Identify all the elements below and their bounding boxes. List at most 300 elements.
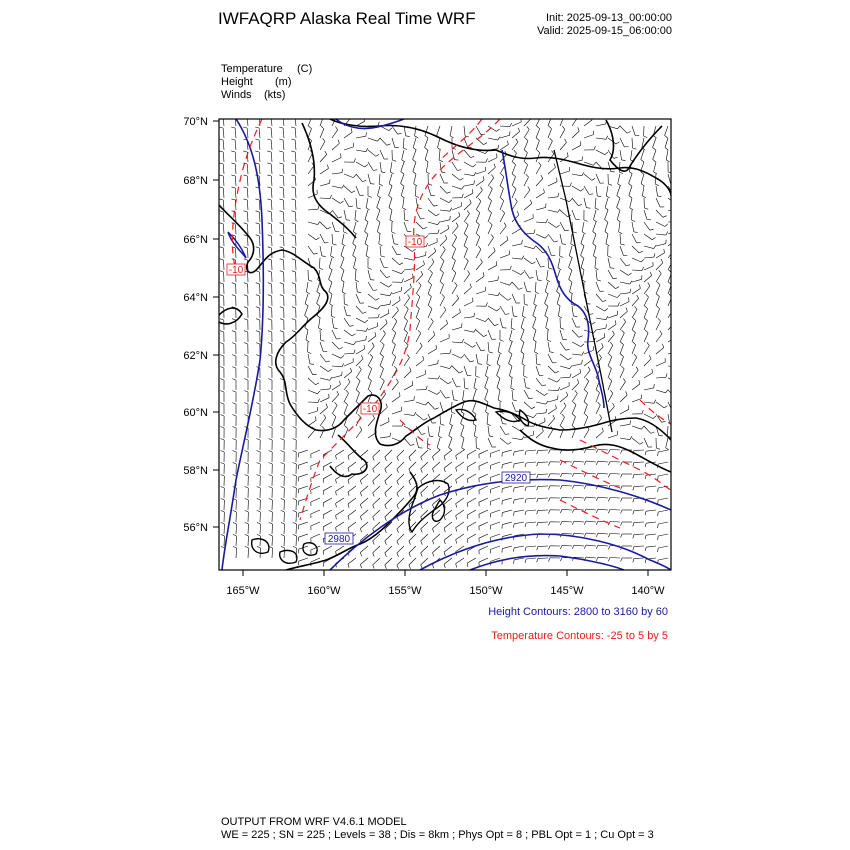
wind-barb-flag (363, 312, 367, 314)
wind-barb (524, 258, 532, 264)
wind-barb-flag (630, 281, 632, 284)
wind-barb (296, 524, 297, 534)
wind-barb (610, 510, 620, 511)
wind-barb-flag (544, 393, 547, 395)
wind-barb-flag (537, 450, 538, 454)
wind-barb (440, 353, 450, 354)
wind-barb-flag (280, 319, 284, 320)
wind-barb-flag (255, 163, 259, 164)
wind-barb-flag (572, 461, 574, 465)
wind-barb-flag (530, 277, 534, 278)
wind-barb-flag (414, 412, 416, 415)
wind-barb-flag (542, 385, 546, 386)
wind-barb (320, 366, 328, 372)
wind-barb (392, 270, 401, 274)
wind-barb (524, 119, 531, 126)
wind-barb (332, 405, 337, 414)
wind-barb (311, 534, 320, 538)
wind-barb (497, 366, 500, 375)
svg-text:2920: 2920 (504, 473, 528, 484)
wind-barb-flag (570, 366, 572, 369)
wind-barb (404, 258, 414, 260)
wind-barb-flag (444, 516, 445, 520)
wind-barb (452, 226, 458, 234)
wind-barb-flag (481, 187, 483, 191)
wind-barb (548, 399, 558, 402)
wind-barb-flag (513, 524, 514, 528)
wind-barb-flag (444, 552, 445, 556)
wind-barb-flag (349, 115, 351, 119)
wind-barb (414, 174, 416, 184)
wind-barb-flag (344, 304, 348, 305)
wind-barb (348, 498, 356, 504)
wind-barb-flag (608, 256, 612, 258)
wind-barb-flag (481, 134, 485, 135)
wind-barb-flag (335, 127, 337, 130)
wind-barb-flag (256, 343, 260, 344)
wind-barb (464, 302, 473, 306)
wind-barb-flag (596, 497, 598, 501)
wind-barb-flag (513, 512, 514, 516)
wind-barb-flag (330, 195, 332, 199)
wind-barb-flag (385, 529, 387, 533)
wind-barb-flag (510, 266, 511, 270)
wind-barb-flag (425, 160, 428, 162)
wind-barb (397, 498, 404, 505)
wind-barb-flag (359, 366, 361, 369)
wind-barb (392, 126, 398, 134)
wind-barb (464, 214, 470, 222)
wind-barb (667, 426, 668, 436)
wind-barb-flag (524, 304, 528, 305)
wind-barb (360, 546, 368, 553)
wind-barb (416, 374, 425, 378)
wind-barb-flag (433, 541, 434, 545)
wind-barb (341, 258, 344, 267)
wind-barb (536, 366, 539, 375)
wind-barb-flag (231, 127, 235, 128)
wind-barb-flag (606, 324, 607, 328)
wind-barb-flag (584, 521, 586, 525)
wind-barb (428, 242, 437, 246)
wind-barb (500, 213, 505, 222)
wind-barb (311, 510, 320, 514)
wind-barb-flag (373, 565, 375, 569)
wind-barb (284, 248, 285, 258)
wind-barb-flag (292, 259, 296, 260)
wind-barb (617, 198, 620, 207)
wind-barb (488, 330, 492, 339)
wind-barb-flag (525, 162, 528, 165)
wind-barb-flag (575, 114, 577, 117)
wind-barb (656, 274, 661, 283)
wind-barb-flag (433, 553, 434, 557)
wind-barb-flag (267, 127, 271, 128)
wind-barb (548, 409, 556, 415)
wind-barb (373, 546, 380, 553)
wind-barb-flag (444, 540, 445, 544)
wind-barb-flag (450, 424, 453, 426)
wind-barb (668, 240, 676, 246)
wind-barb (598, 497, 608, 498)
wind-barb-flag (280, 223, 284, 224)
wind-barb-flag (322, 256, 326, 257)
wind-barb (467, 474, 476, 479)
wind-barb-flag (221, 498, 225, 500)
wind-barb (308, 430, 315, 438)
wind-barb-flag (640, 442, 643, 444)
wind-barb-flag (353, 255, 356, 258)
wind-barb-flag (666, 374, 667, 378)
wind-barb-flag (564, 403, 566, 406)
wind-barb (348, 522, 356, 528)
wind-barb-flag (323, 491, 324, 495)
wind-barb (223, 212, 224, 222)
wind-barb (608, 294, 617, 298)
wind-barb-flag (602, 343, 604, 347)
wind-barb-flag (293, 451, 297, 453)
wind-barb (409, 486, 416, 493)
wind-barb-flag (292, 199, 296, 200)
wind-barb-flag (293, 510, 297, 512)
wind-barb (320, 222, 327, 229)
wind-barb (259, 164, 260, 174)
wind-barb (247, 116, 248, 126)
wind-barb (656, 186, 658, 196)
wind-barb-flag (635, 306, 638, 309)
wind-barb (526, 558, 536, 559)
wind-barb-flag (305, 315, 308, 318)
wind-barb-flag (545, 235, 548, 238)
wind-barb-flag (612, 331, 614, 335)
wind-barb (403, 138, 404, 148)
wind-barb-flag (653, 416, 656, 419)
wind-barb (437, 126, 440, 135)
wind-barb-flag (453, 246, 456, 249)
wind-barb-flag (326, 361, 330, 362)
wind-barb (368, 327, 377, 331)
wind-barb (452, 342, 462, 343)
wind-barb (392, 411, 402, 414)
wind-barb (380, 381, 384, 390)
wind-barb (402, 150, 404, 160)
wind-barb-flag (342, 363, 344, 367)
wind-barb (397, 522, 404, 529)
wind-barb-flag (425, 136, 428, 139)
wind-barb-flag (351, 128, 352, 132)
wind-barb-flag (357, 292, 361, 293)
wind-barb-flag (655, 184, 659, 186)
wind-barb (620, 302, 629, 306)
wind-barb-flag (437, 392, 440, 395)
wind-barb-flag (417, 294, 420, 297)
wind-barb-flag (608, 462, 610, 466)
wind-barb-flag (645, 547, 646, 551)
wind-barb (385, 510, 392, 517)
wind-barb-flag (220, 283, 224, 284)
wind-barb (479, 558, 488, 562)
wind-barb (560, 366, 570, 369)
wind-barb-flag (333, 414, 336, 417)
wind-barb-flag (654, 172, 657, 174)
wind-barb (440, 338, 449, 342)
wind-barb-flag (389, 184, 392, 186)
wind-barb (356, 306, 363, 313)
wind-barb-flag (535, 352, 539, 354)
wind-barb (332, 173, 342, 174)
wind-barb-flag (220, 247, 224, 248)
wind-barb-flag (335, 402, 338, 405)
wind-barb (512, 306, 513, 316)
wind-barb (593, 246, 596, 256)
wind-barb-flag (220, 271, 224, 272)
wind-barb (464, 174, 474, 176)
wind-barb-flag (589, 314, 593, 315)
wind-barb (450, 126, 452, 136)
wind-barb (526, 450, 536, 451)
wind-barb (653, 150, 656, 159)
wind-barb-flag (220, 415, 224, 417)
wind-barb (668, 351, 678, 354)
wind-barb-flag (220, 307, 224, 308)
wind-barb (488, 438, 492, 447)
wind-barb (299, 558, 309, 561)
wind-barb-flag (525, 499, 526, 503)
wind-barb-flag (365, 320, 368, 323)
wind-barb (644, 246, 654, 249)
wind-barb-flag (621, 558, 622, 562)
wind-barb-flag (416, 306, 419, 309)
wind-barb (428, 210, 436, 216)
wind-barb-flag (572, 521, 574, 525)
wind-barb-flag (334, 328, 338, 329)
wind-barb-flag (485, 399, 488, 402)
wind-barb (548, 197, 558, 198)
wind-barb-flag (292, 319, 296, 320)
wind-barb-flag (348, 516, 349, 520)
wind-barb-flag (485, 376, 488, 378)
yukon-river (502, 150, 604, 408)
wind-barb-flag (421, 505, 423, 509)
wind-barb-flag (449, 436, 452, 439)
wind-barb (620, 246, 623, 255)
wind-barb (456, 510, 464, 516)
wind-barb-flag (438, 222, 440, 225)
wind-barb (500, 189, 503, 198)
wind-barb (562, 533, 572, 534)
wind-barb (440, 390, 446, 398)
wind-barb-flag (366, 256, 369, 258)
wind-barb (574, 497, 584, 498)
wind-barb-flag (269, 451, 273, 453)
wind-barb-flag (268, 343, 272, 344)
wind-barb-flag (378, 196, 381, 198)
wind-barb (569, 270, 572, 279)
wind-barb-flag (673, 319, 675, 323)
wind-barb (320, 418, 326, 426)
wind-barb (488, 189, 492, 198)
wind-barb (632, 333, 635, 342)
wind-barb-flag (392, 232, 396, 234)
wind-barb (511, 378, 512, 388)
wind-barb (271, 188, 272, 198)
wind-barb (485, 390, 488, 399)
wind-barb (319, 258, 320, 268)
wind-barb-flag (582, 232, 585, 234)
wind-barb (610, 498, 620, 499)
wind-barb-flag (560, 509, 562, 513)
wind-barb-flag (267, 175, 271, 176)
wind-barb (392, 382, 398, 390)
wind-barb-flag (599, 354, 601, 357)
wind-barb-flag (245, 451, 249, 453)
wind-barb-flag (292, 427, 296, 429)
wind-barb (416, 297, 420, 306)
wind-barb (295, 116, 296, 126)
wind-barb-flag (633, 547, 634, 551)
wind-barb (385, 498, 392, 505)
wind-barb-flag (405, 220, 409, 221)
wind-barb-flag (268, 235, 272, 236)
wind-barb-flag (281, 522, 285, 524)
wind-barb (620, 424, 630, 426)
wind-barb-flag (397, 541, 399, 545)
wind-barb (476, 201, 481, 210)
wind-barb-flag (610, 390, 613, 393)
wind-barb (574, 545, 584, 546)
wind-barb (620, 357, 624, 366)
wind-barb-flag (632, 220, 636, 222)
wind-barb-flag (331, 256, 335, 258)
wind-barb (464, 162, 473, 167)
wind-barb-flag (221, 546, 225, 548)
wind-barb (320, 234, 325, 243)
wind-barb-flag (413, 172, 416, 175)
wind-barb (452, 206, 461, 210)
wind-barb (356, 349, 365, 354)
wind-barb (514, 510, 524, 512)
wind-barb-flag (456, 540, 457, 544)
wind-barb-flag (554, 241, 558, 242)
lat-label: 62°N (183, 350, 208, 362)
wind-barb-flag (586, 378, 589, 381)
wind-barb-flag (547, 280, 550, 282)
wind-barb-flag (441, 172, 445, 173)
lat-label: 56°N (183, 522, 208, 534)
wind-barb (608, 315, 618, 318)
wind-barb (323, 546, 332, 551)
wind-barb (380, 270, 386, 278)
wind-barb (342, 282, 344, 292)
wind-barb-flag (397, 481, 399, 485)
wind-barb (259, 152, 260, 162)
wind-barb-flag (659, 270, 661, 273)
wind-barb-flag (456, 564, 457, 568)
wind-barb-flag (472, 189, 473, 193)
wind-barb (283, 176, 284, 186)
wind-barb (572, 364, 582, 366)
wind-barb (380, 138, 387, 145)
wind-barb (524, 190, 530, 198)
wind-barb-flag (525, 138, 528, 141)
wind-barb-flag (477, 234, 480, 237)
wind-barb (409, 558, 416, 565)
wind-barb (428, 390, 437, 395)
wind-barb (560, 377, 570, 378)
wind-barb-flag (377, 207, 380, 210)
wind-barb (247, 212, 248, 222)
wind-barb (526, 486, 536, 487)
wind-barb-flag (487, 364, 491, 366)
wind-barb (295, 140, 296, 150)
wind-barb-flag (256, 211, 260, 212)
wind-barb (620, 138, 624, 147)
wind-barb (373, 510, 380, 517)
wind-barb-flag (553, 415, 555, 419)
wind-barb-flag (279, 163, 283, 164)
wind-barb (428, 378, 438, 379)
wind-barb (308, 222, 318, 225)
wind-barb-flag (381, 172, 385, 173)
wind-barb (332, 222, 335, 231)
wind-barb-flag (221, 439, 225, 441)
wind-barb-flag (481, 350, 485, 351)
wind-barb-flag (268, 283, 272, 284)
wind-barb (283, 188, 284, 198)
wind-barb-flag (513, 560, 514, 564)
wind-barb (428, 322, 433, 331)
wind-barb (356, 198, 357, 208)
wind-barb-flag (657, 306, 660, 309)
wind-barb-flag (678, 218, 679, 222)
wind-barb-flag (575, 390, 578, 393)
wind-barb-flag (415, 196, 419, 198)
wind-barb (283, 128, 284, 138)
wind-barb (320, 129, 324, 138)
wind-barb (524, 270, 530, 278)
wind-barb (380, 304, 390, 306)
wind-barb-flag (409, 565, 411, 569)
wind-barb (512, 229, 521, 234)
wind-barb (596, 174, 600, 183)
wind-barb (632, 270, 642, 271)
wind-barb-flag (279, 115, 283, 116)
wind-barb-flag (269, 475, 273, 477)
wind-barb-flag (497, 364, 500, 367)
wind-barb-flag (610, 342, 613, 345)
wind-barb (299, 522, 309, 525)
wind-barb (569, 246, 572, 256)
wind-barb (368, 294, 376, 300)
wind-barb (548, 141, 552, 150)
wind-barb-flag (233, 463, 237, 465)
wind-barb-flag (529, 115, 531, 119)
wind-barb-flag (365, 220, 368, 223)
wind-barb-flag (639, 251, 643, 253)
wind-barb (548, 182, 557, 186)
wind-barb-flag (594, 330, 597, 333)
wind-barb-flag (676, 202, 679, 204)
wind-barb-flag (360, 565, 361, 569)
wind-barb-flag (409, 541, 411, 545)
wind-barb (320, 354, 326, 362)
wind-barb-flag (676, 333, 677, 337)
lat-label: 66°N (183, 234, 208, 246)
wind-barb-flag (438, 360, 439, 364)
wind-barb-flag (243, 151, 247, 152)
wind-barb-flag (626, 308, 628, 312)
wind-barb-flag (333, 244, 337, 245)
